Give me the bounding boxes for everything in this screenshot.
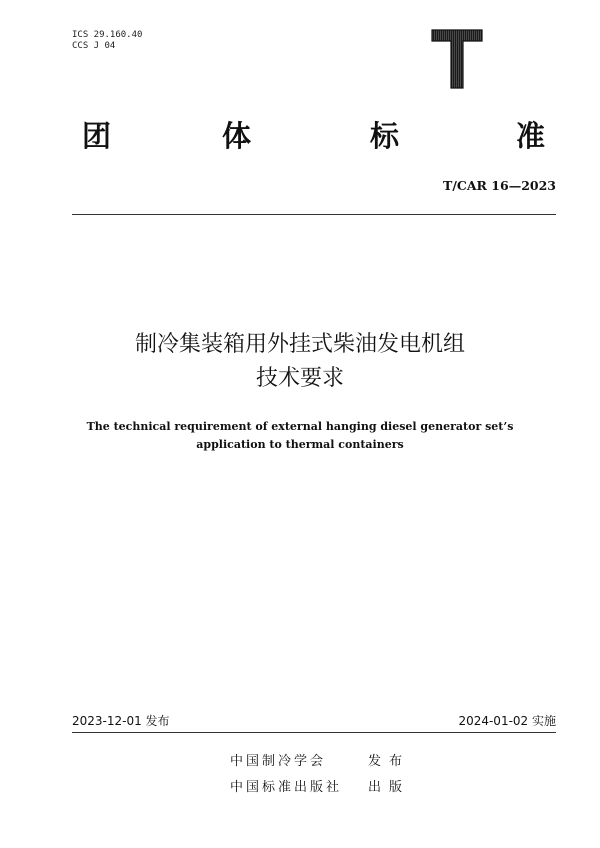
press-organization: 中国标准出版社 bbox=[230, 780, 343, 795]
standard-type-char: 团 bbox=[82, 119, 112, 153]
english-title-line-2: application to thermal containers bbox=[196, 438, 404, 451]
header-divider bbox=[72, 214, 556, 215]
standard-type-char: 标 bbox=[370, 119, 400, 153]
standard-number: T/CAR 16—2023 bbox=[443, 178, 556, 193]
implementation-date: 2024-01-02 实施 bbox=[458, 714, 556, 728]
english-title bbox=[0, 418, 600, 454]
press-action: 出版 bbox=[368, 780, 411, 795]
ccs-code: CCS J 04 bbox=[72, 41, 116, 51]
standard-type-char: 准 bbox=[516, 119, 546, 153]
issue-date: 2023-12-01 发布 bbox=[72, 714, 170, 728]
standard-type-char: 体 bbox=[222, 119, 252, 153]
category-letter-logo bbox=[430, 28, 484, 90]
english-title-line-1: The technical requirement of external hanging diesel generator set’s bbox=[86, 420, 514, 433]
ics-code: ICS 29.160.40 bbox=[72, 30, 143, 40]
issuer-organization: 中国制冷学会 bbox=[230, 754, 327, 769]
issuer-action: 发布 bbox=[368, 754, 411, 769]
classification-codes bbox=[72, 30, 142, 52]
chinese-title-line-2: 技术要求 bbox=[255, 366, 344, 391]
standard-type-heading bbox=[72, 118, 556, 158]
footer-divider bbox=[72, 732, 556, 733]
chinese-title-line-1: 制冷集装箱用外挂式柴油发电机组 bbox=[134, 332, 465, 357]
chinese-title bbox=[0, 328, 600, 396]
